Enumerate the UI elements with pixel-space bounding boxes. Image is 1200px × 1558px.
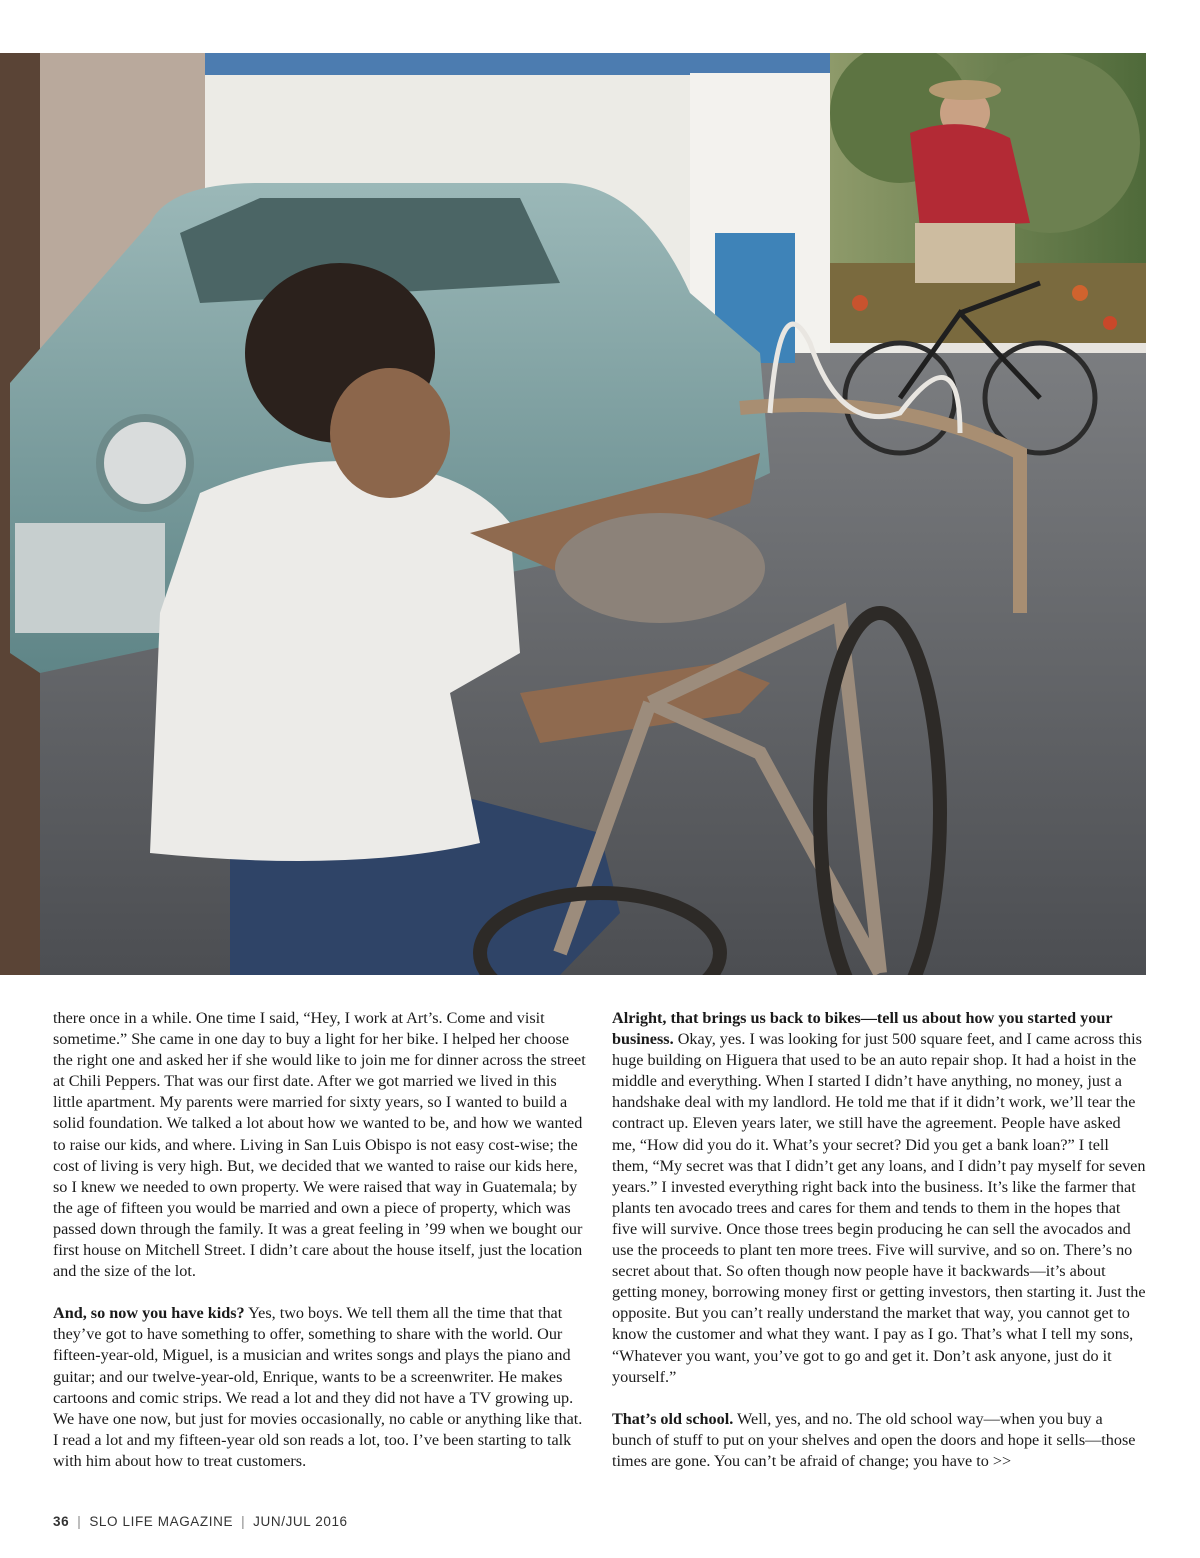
question-text: That’s old school. — [612, 1409, 734, 1428]
answer-text: Well, yes, and no. The old school way—when you buy a bunch of stuff to put on your shelves and open the doors and hope it sells—those times are gone. You can’t be afraid of change; you have to >> — [612, 1409, 1136, 1470]
footer-separator: | — [241, 1514, 246, 1529]
article-column-right — [612, 1008, 1146, 1472]
magazine-name: SLO LIFE MAGAZINE — [89, 1514, 234, 1529]
answer-text: Okay, yes. I was looking for just 500 square feet, and I came across this huge building on Higuera that used to be an auto repair shop. It had a hoist in the middle and everything. When I started I didn’t have anything, no money, just a handshake deal with my landlord. He told me that if it didn’t work, we’ll tear the contract up. Eleven years later, we still have the agreement. People have asked me, “How did you do it. What’s your secret? Did you get a bank loan?” I tell them, “My secret was that I didn’t get any loans, and I didn’t pay myself for seven years.” I invested everything right back into the business. It’s like the farmer that plants ten avocado trees and cares for them and tends to them in the hopes that five will survive. Once those trees begin producing he can sell the avocados and use the proceeds to plant ten more trees. Five will survive, and so on. There’s no secret about that. So often though now people have it backwards—it’s about getting money, borrowing money first or getting investors, then starting it. Just the opposite. But you can’t really understand the market that way, you cannot get to know the customer and what they want. I pay as I go. That’s what I tell my sons, “Whatever you want, you’ve got to go and get it. Don’t ask anyone, just do it yourself.” — [612, 1030, 1146, 1386]
feature-photo — [0, 53, 1146, 975]
paragraph — [53, 1008, 587, 1282]
issue-date: JUN/JUL 2016 — [253, 1514, 348, 1529]
qa-paragraph — [53, 1303, 587, 1472]
qa-paragraph — [612, 1409, 1146, 1472]
page-footer — [53, 1514, 348, 1529]
question-text: Alright, that brings us back to bikes—tell us about how you started your business. — [612, 1009, 1113, 1049]
question-text: And, so now you have kids? — [53, 1304, 245, 1323]
page-number: 36 — [53, 1514, 70, 1529]
answer-text: there once in a while. One time I said, “Hey, I work at Art’s. Come and visit sometime.” She came in one day to buy a light for her bike. I helped her choose the right one and asked her if she would like to join me for dinner across the street at Chili Peppers. That was our first date. After we got married we lived in this little apartment. My parents were married for sixty years, so I wanted to build a solid foundation. We talked a lot about how we wanted to be, and how we wanted to raise our kids, and where. Living in San Luis Obispo is not easy cost-wise; the cost of living is very high. But, we decided that we wanted to raise our kids here, so I knew we needed to own property. We were raised that way in Guatemala; by the age of fifteen you would be married and own a piece of property, which was passed down through the family. It was a great feeling in ’99 when we bought our first house on Mitchell Street. I didn’t care about the house itself, just the location and the size of the lot. — [53, 1009, 586, 1281]
answer-text: Yes, two boys. We tell them all the time that that they’ve got to have something to offer, something to share with the world. Our fifteen-year-old, Miguel, is a musician and writes songs and plays the piano and guitar; and our twelve-year-old, Enrique, wants to be a screenwriter. He makes cartoons and comic strips. We read a lot and they did not have a TV growing up. We have one now, but just for movies occasionally, no cable or anything like that. I read a lot and my fifteen-year old son reads a lot, too. I’ve been starting to talk with him about how to treat customers. — [53, 1304, 583, 1470]
footer-separator: | — [77, 1514, 82, 1529]
article-column-left — [53, 1008, 587, 1472]
photo-illustration — [0, 53, 1146, 975]
qa-paragraph — [612, 1008, 1146, 1388]
